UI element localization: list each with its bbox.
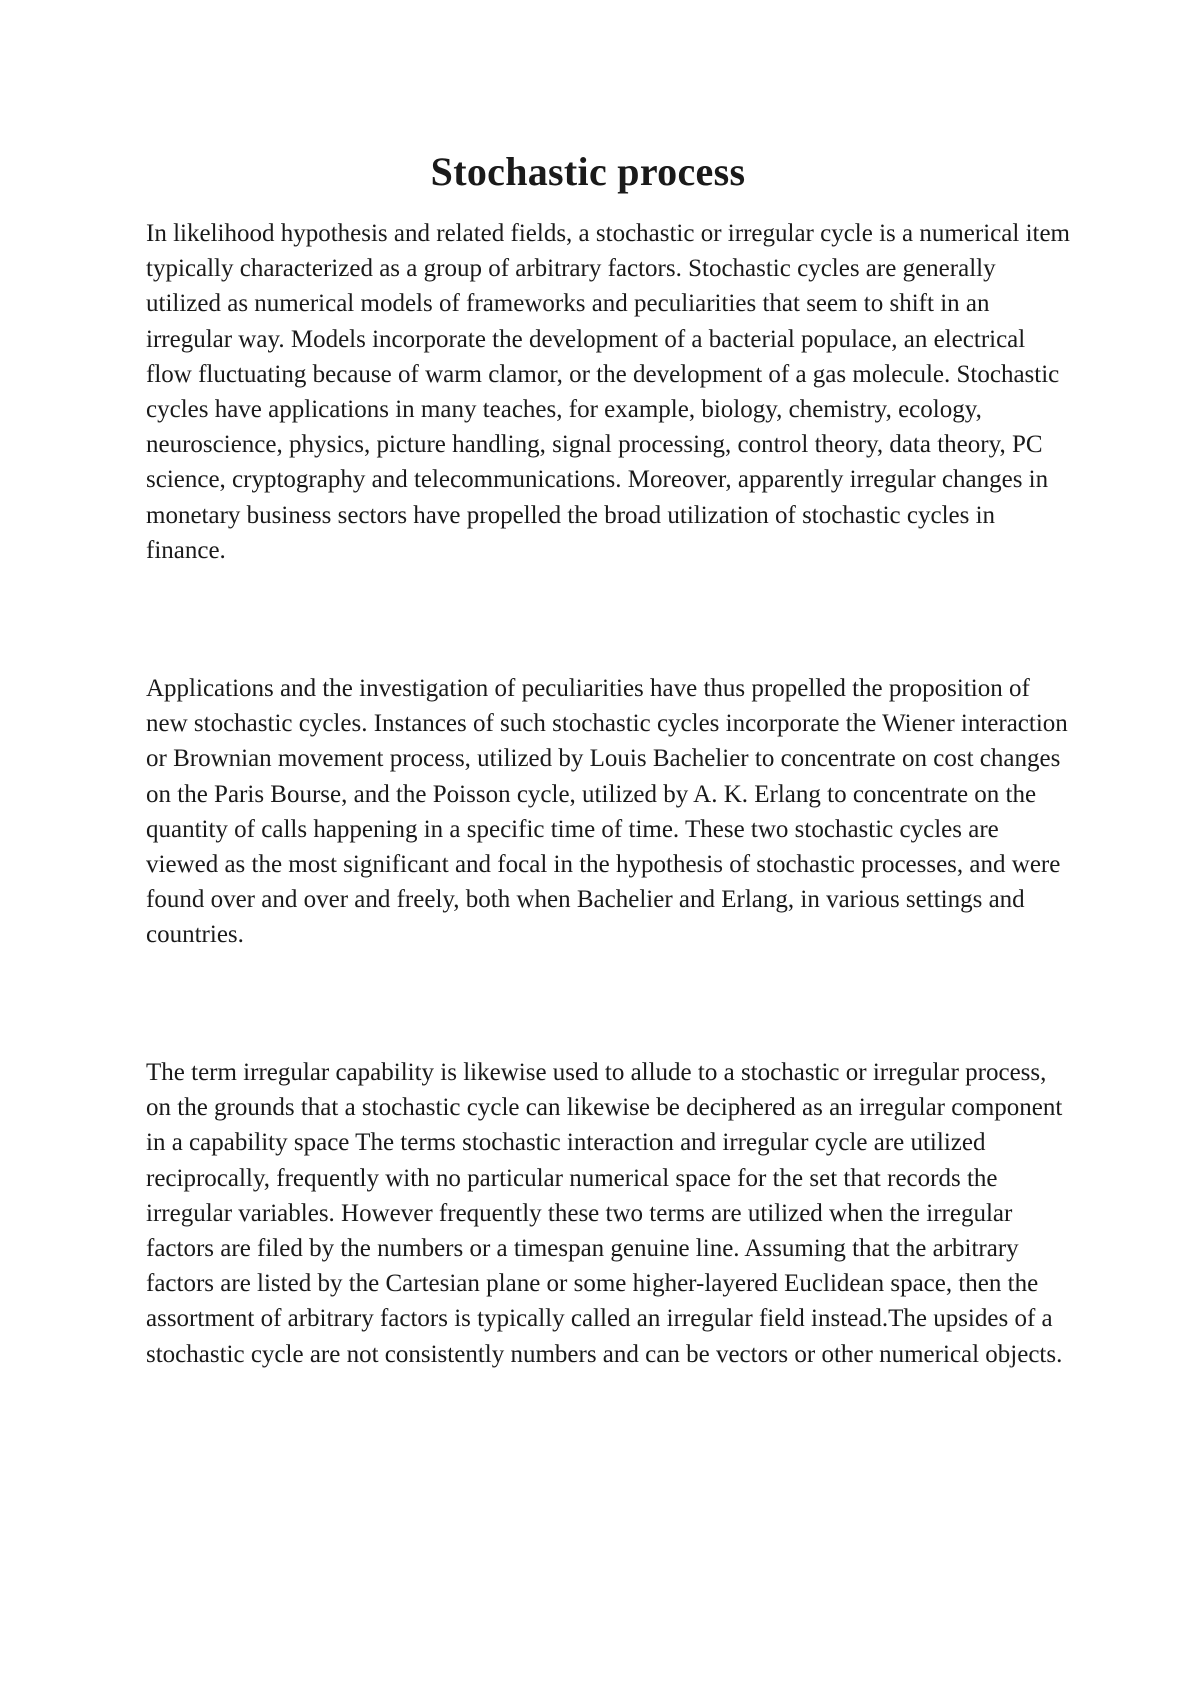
document-title: Stochastic process bbox=[430, 149, 746, 194]
paragraph-1: In likelihood hypothesis and related fields, a stochastic or irregular cycle is a numerical item typically characterized as a group of arbitrary factors. Stochastic cycles are generally utilized as numerical models of frameworks and peculiarities that seem to shift in an irregular way. Models incorporate the development of a bacterial populace, an electrical flow fluctuating because of warm clamor, or the development of a gas molecule. Stochastic cycles have applications in many teaches, for example, biology, chemistry, ecology, neuroscience, physics, picture handling, signal processing, control theory, data theory, PC science, cryptography and telecommunications. Moreover, apparently irregular changes in monetary business sectors have propelled the broad utilization of stochastic cycles in finance. bbox=[146, 220, 1070, 564]
paragraph-3: The term irregular capability is likewise used to allude to a stochastic or irregular process, on the grounds that a stochastic cycle can likewise be deciphered as an irregular component in a capability space The terms stochastic interaction and irregular cycle are utilized reciprocally, frequently with no particular numerical space for the set that records the irregular variables. However frequently these two terms are utilized when the irregular factors are filed by the numbers or a timespan genuine line. Assuming that the arbitrary factors are listed by the Cartesian plane or some higher-layered Euclidean space, then the assortment of arbitrary factors is typically called an irregular field instead.The upsides of a stochastic cycle are not consistently numbers and can be vectors or other numerical objects. bbox=[146, 1059, 1063, 1368]
paragraph-2: Applications and the investigation of peculiarities have thus propelled the proposition of new stochastic cycles. Instances of such stochastic cycles incorporate the Wiener interaction or Brownian movement process, utilized by Louis Bachelier to concentrate on cost changes on the Paris Bourse, and the Poisson cycle, utilized by A. K. Erlang to concentrate on the quantity of calls happening in a specific time of time. These two stochastic cycles are viewed as the most significant and focal in the hypothesis of stochastic processes, and were found over and over and freely, both when Bachelier and Erlang, in various settings and countries. bbox=[146, 675, 1068, 949]
